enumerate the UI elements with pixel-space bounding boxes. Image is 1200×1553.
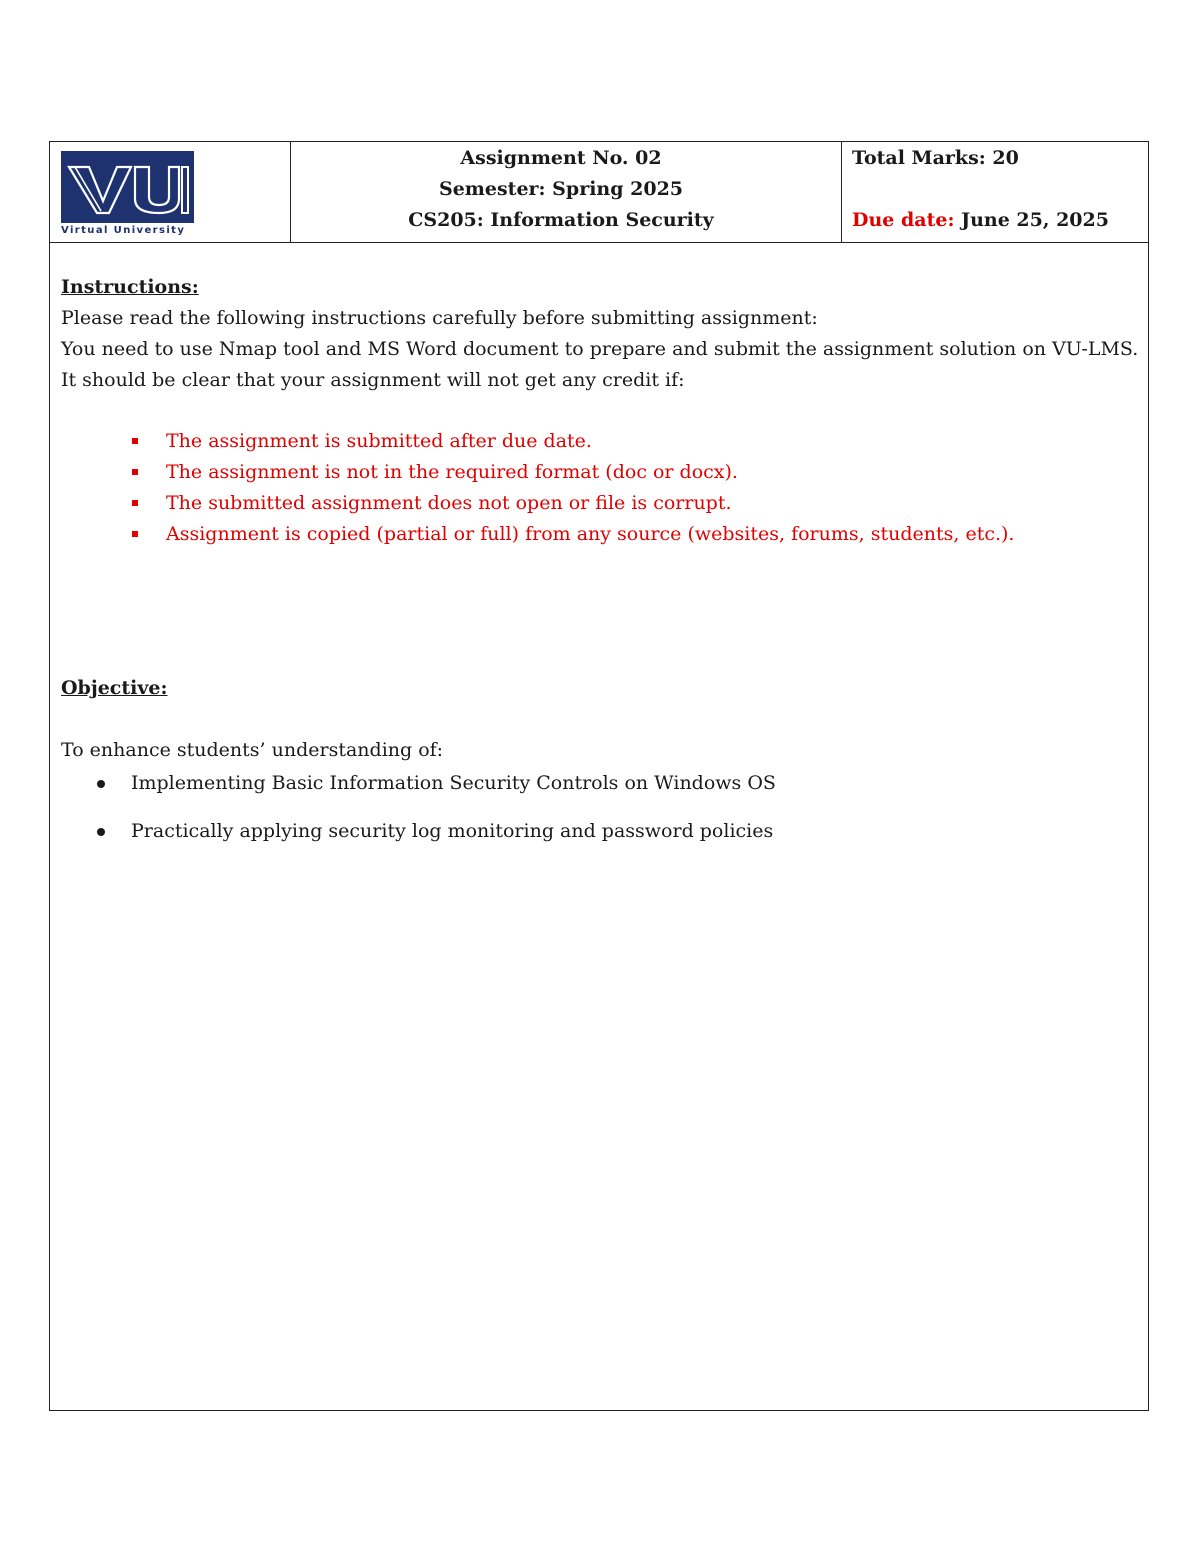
condition-item: The submitted assignment does not open or file is corrupt. — [61, 488, 1138, 519]
square-bullet-icon — [132, 438, 138, 444]
assignment-frame — [49, 141, 1149, 1411]
instruction-line: Please read the following instructions carefully before submitting assignment: — [61, 307, 818, 329]
logo-cell — [50, 142, 291, 242]
course-title: CS205: Information Security — [408, 209, 714, 231]
total-marks: Total Marks: 20 — [852, 147, 1019, 169]
condition-item: The assignment is submitted after due date. — [61, 426, 1138, 457]
instruction-line: You need to use Nmap tool and MS Word document to prepare and submit the assignment solution on VU-LMS. — [61, 338, 1139, 360]
assignment-number: Assignment No. 02 — [460, 147, 662, 169]
vu-logo-mark — [61, 151, 194, 223]
square-bullet-icon — [132, 469, 138, 475]
due-date — [852, 205, 1148, 236]
title-cell — [291, 142, 842, 242]
objective-item: Implementing Basic Information Security Controls on Windows OS — [61, 768, 1138, 799]
objective-intro: To enhance students’ understanding of: — [61, 739, 444, 761]
round-bullet-icon — [97, 780, 105, 788]
vu-logo — [61, 151, 194, 237]
objective-heading: Objective: — [61, 677, 168, 699]
semester: Semester: Spring 2025 — [438, 178, 684, 200]
due-date-value: June 25, 2025 — [961, 209, 1109, 231]
instructions-heading: Instructions: — [61, 276, 199, 298]
square-bullet-icon — [132, 531, 138, 537]
condition-item: The assignment is not in the required format (doc or docx). — [61, 457, 1138, 488]
objective-item: Practically applying security log monitoring and password policies — [61, 816, 1138, 847]
square-bullet-icon — [132, 500, 138, 506]
vu-logo-name: Virtual University — [61, 225, 186, 236]
condition-item: Assignment is copied (partial or full) from any source (websites, forums, students, etc.). — [61, 519, 1138, 550]
objective-list — [61, 768, 1138, 847]
assignment-body — [61, 272, 1138, 864]
vu-logo-icon — [61, 151, 194, 223]
header-table — [50, 142, 1148, 243]
no-credit-conditions — [61, 426, 1138, 550]
due-date-label: Due date: — [852, 209, 955, 231]
marks-cell — [842, 142, 1148, 242]
round-bullet-icon — [97, 828, 105, 836]
instruction-line: It should be clear that your assignment will not get any credit if: — [61, 369, 685, 391]
